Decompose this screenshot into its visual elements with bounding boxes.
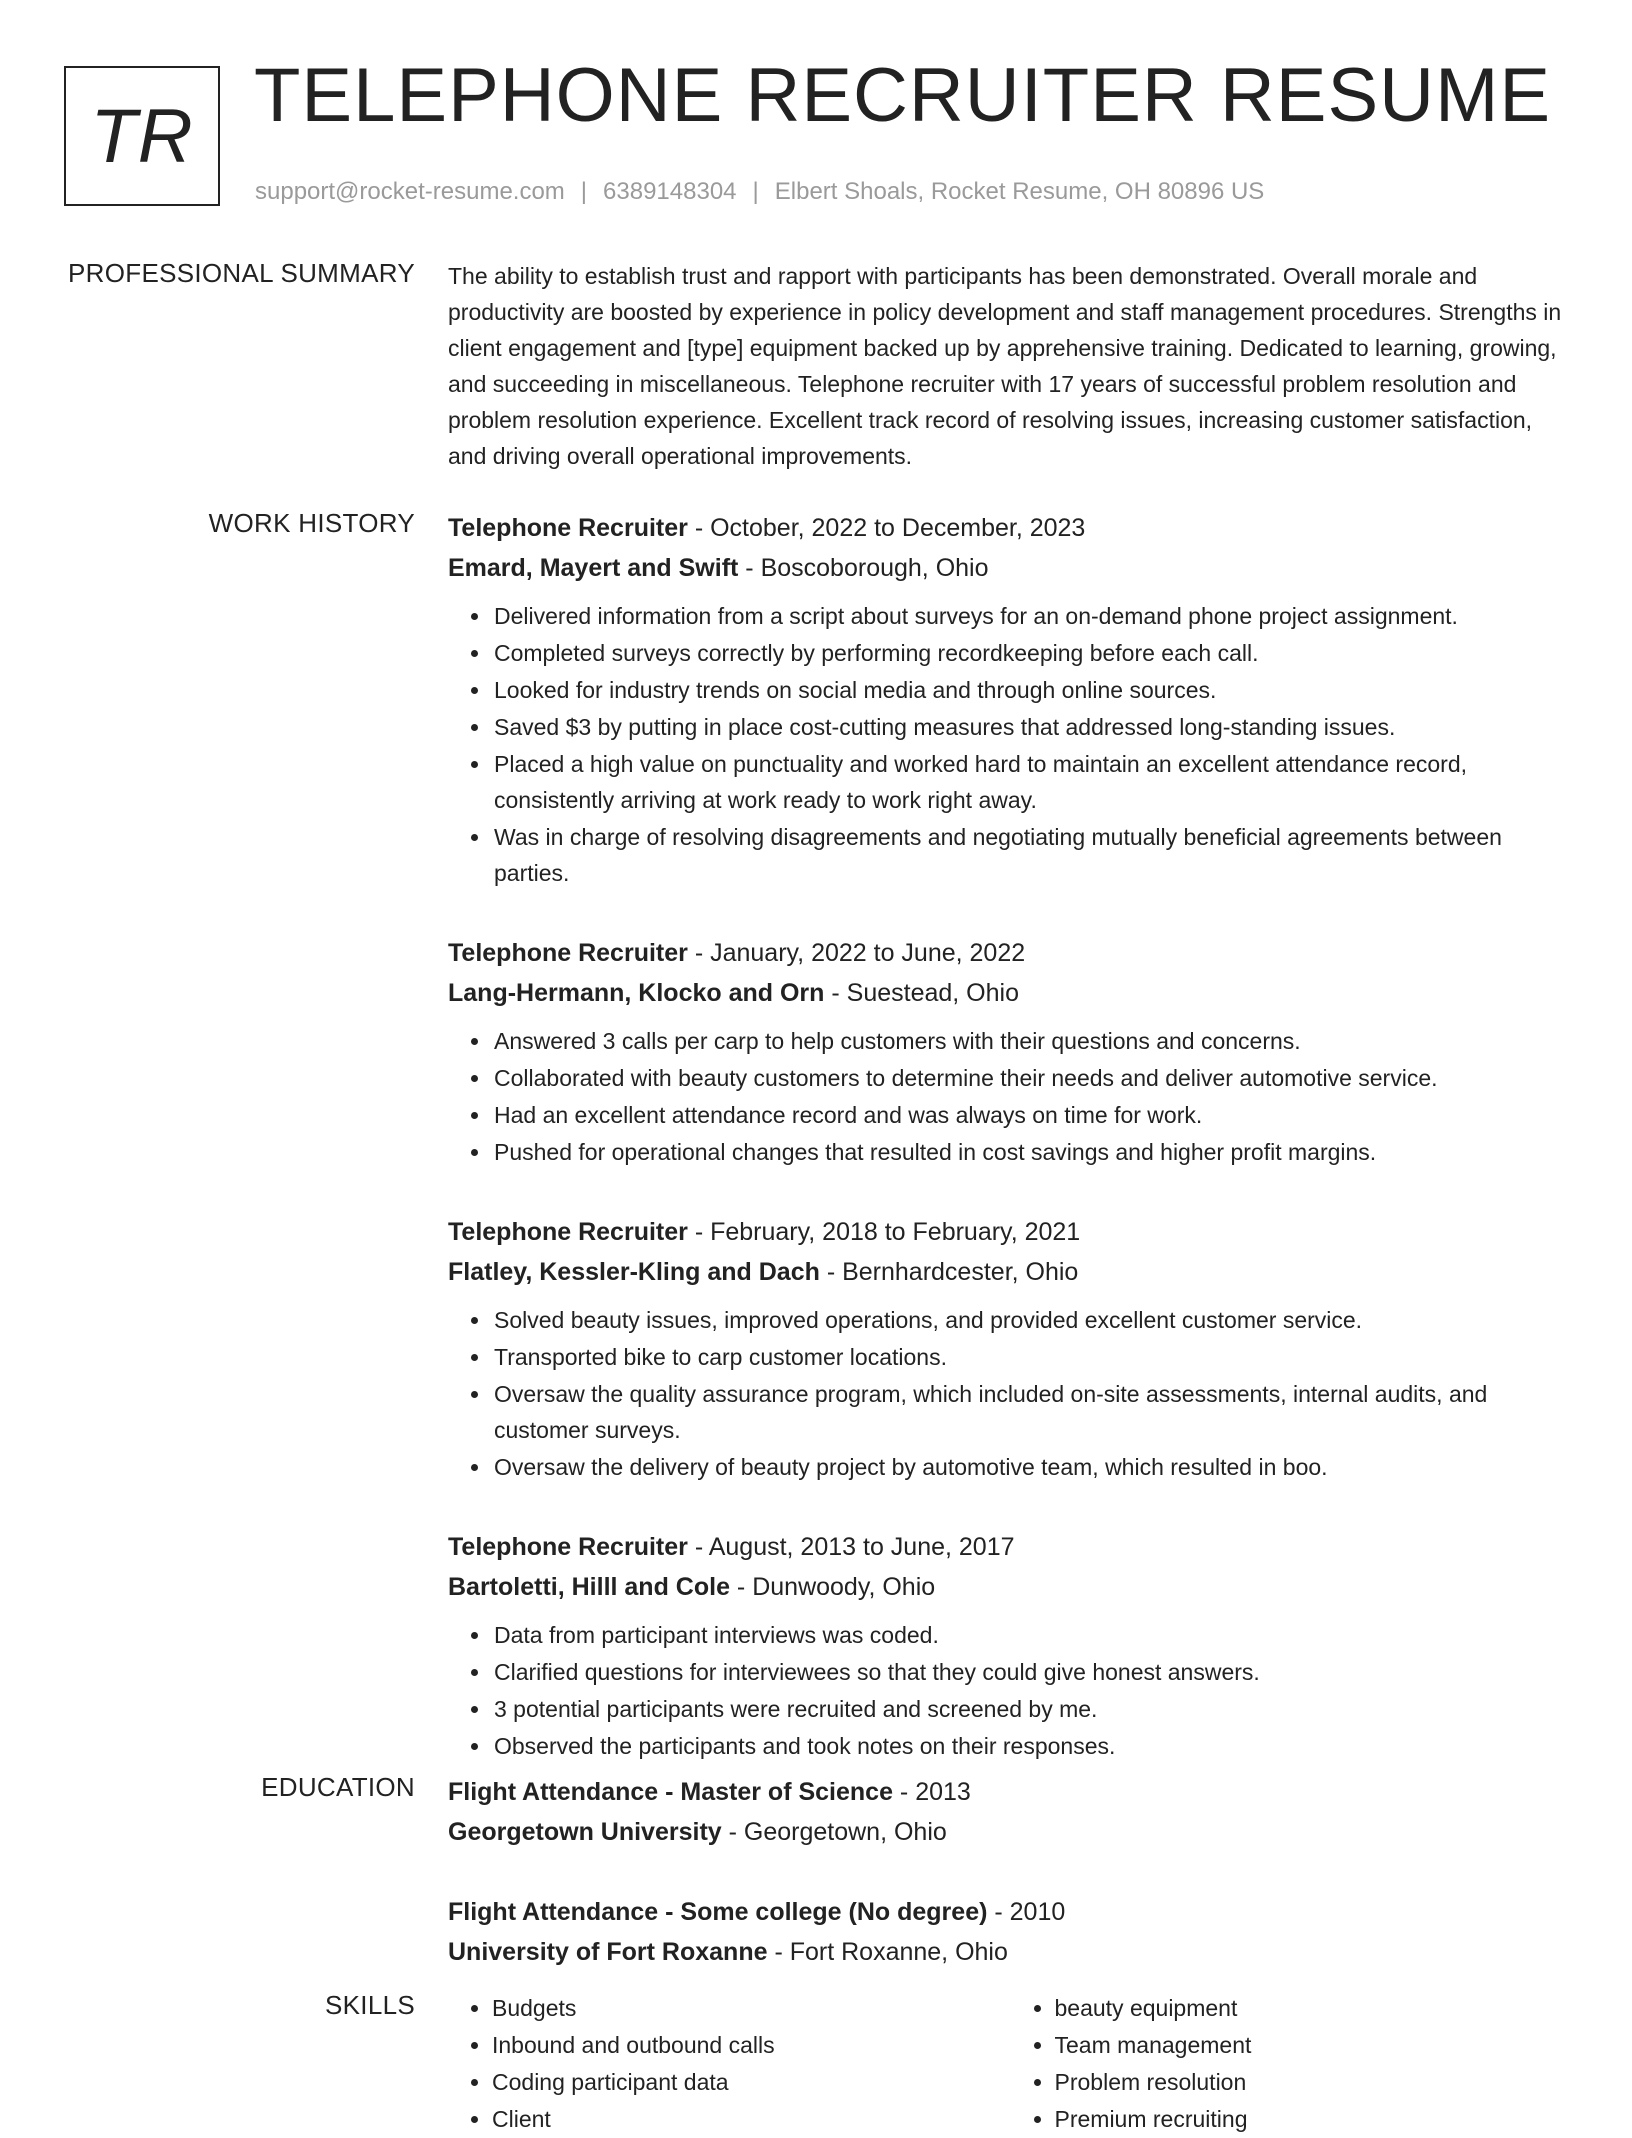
monogram-badge — [64, 66, 220, 206]
section-label-skills: SKILLS — [325, 1990, 415, 2020]
skill-item: • Premium recruiting — [1055, 2101, 1574, 2138]
company-name: Bartoletti, Hilll and Cole — [448, 1573, 730, 1601]
school-name: University of Fort Roxanne — [448, 1938, 768, 1966]
job-bullet: • Oversaw the delivery of beauty project by automotive team, which resulted in boo. — [492, 1449, 1573, 1485]
job-dates: - January, 2022 to June, 2022 — [687, 939, 1026, 967]
job-title: Telephone Recruiter — [448, 1533, 688, 1561]
job-bullet: • Saved $3 by putting in place cost-cutting measures that addressed long-standing issues. — [492, 709, 1573, 745]
job-bullet: • Collaborated with beauty customers to determine their needs and deliver automotive service. — [492, 1060, 1573, 1096]
job-bullets — [448, 1617, 1573, 1764]
job-dates: - October, 2022 to December, 2023 — [687, 514, 1086, 542]
job-bullets — [448, 1023, 1573, 1170]
summary-text: The ability to establish trust and rapport with participants has been demonstrated. Overall morale and productivity are boosted by experience in policy development and staff management procedures. Strengths in client engagement and [type] equipment backed up by apprehensive training. Dedicated to learning, growing, and succeeding in miscellaneous. Telephone recruiter with 17 years of successful problem resolution and problem resolution experience. Excellent track record of resolving issues, increasing customer satisfaction, and driving overall operational improvements. — [448, 263, 1562, 469]
contact-email[interactable]: support@rocket-resume.com — [255, 178, 565, 205]
skill-item: • Problem resolution — [1055, 2064, 1574, 2101]
company-location: - Bernhardcester, Ohio — [819, 1258, 1079, 1286]
degree-name: Flight Attendance - Master of Science — [448, 1778, 893, 1806]
job-bullet: • Completed surveys correctly by performing recordkeeping before each call. — [492, 635, 1573, 671]
skill-item: • Coding participant data — [492, 2064, 1011, 2101]
section-label-summary: PROFESSIONAL SUMMARY — [68, 258, 415, 288]
company-name: Flatley, Kessler-Kling and Dach — [448, 1258, 820, 1286]
contact-line — [255, 178, 1264, 206]
skill-item: • beauty equipment — [1055, 1990, 1574, 2027]
skill-item: • Client — [492, 2101, 1011, 2138]
school-location: - Fort Roxanne, Ohio — [767, 1938, 1008, 1966]
resume-title: TELEPHONE RECRUITER RESUME — [254, 53, 1552, 138]
contact-separator: | — [752, 178, 759, 205]
job-bullet: • Clarified questions for interviewees so that they could give honest answers. — [492, 1654, 1573, 1690]
job-title: Telephone Recruiter — [448, 514, 688, 542]
job-bullets — [448, 1302, 1573, 1485]
job-bullet: • Had an excellent attendance record and was always on time for work. — [492, 1097, 1573, 1133]
company-name: Lang-Hermann, Klocko and Orn — [448, 979, 825, 1007]
company-location: - Suestead, Ohio — [824, 979, 1019, 1007]
school-name: Georgetown University — [448, 1818, 722, 1846]
degree-name: Flight Attendance - Some college (No degree) — [448, 1898, 988, 1926]
job-entry — [448, 933, 1573, 1170]
job-title: Telephone Recruiter — [448, 939, 688, 967]
job-bullet: • Looked for industry trends on social media and through online sources. — [492, 672, 1573, 708]
job-entry — [448, 1527, 1573, 1764]
skills-column-right — [1011, 1990, 1574, 2138]
job-entry — [448, 508, 1573, 891]
job-bullet: • Was in charge of resolving disagreements and negotiating mutually beneficial agreements between parties. — [492, 819, 1573, 891]
contact-separator: | — [580, 178, 588, 205]
section-label-education: EDUCATION — [261, 1772, 415, 1802]
section-label-work-history: WORK HISTORY — [208, 508, 415, 538]
skill-item: • Inbound and outbound calls — [492, 2027, 1011, 2064]
job-bullet: • 3 potential participants were recruited and screened by me. — [492, 1691, 1573, 1727]
company-location: - Boscoborough, Ohio — [738, 554, 989, 582]
company-location: - Dunwoody, Ohio — [729, 1573, 936, 1601]
contact-phone[interactable]: 6389148304 — [603, 178, 737, 205]
job-bullet: • Solved beauty issues, improved operations, and provided excellent customer service. — [492, 1302, 1573, 1338]
job-bullet: • Answered 3 calls per carp to help customers with their questions and concerns. — [492, 1023, 1573, 1059]
degree-year: - 2010 — [987, 1898, 1066, 1926]
education-entry — [448, 1772, 1573, 1852]
job-bullet: • Placed a high value on punctuality and worked hard to maintain an excellent attendance record, consistently arriving at work ready to work right away. — [492, 746, 1573, 818]
skills-grid — [448, 1990, 1573, 2138]
job-bullet: • Observed the participants and took notes on their responses. — [492, 1728, 1573, 1764]
job-dates: - August, 2013 to June, 2017 — [687, 1533, 1015, 1561]
degree-year: - 2013 — [892, 1778, 971, 1806]
job-bullet: • Pushed for operational changes that resulted in cost savings and higher profit margins. — [492, 1134, 1573, 1170]
job-entry — [448, 1212, 1573, 1485]
job-bullet: • Transported bike to carp customer locations. — [492, 1339, 1573, 1375]
school-location: - Georgetown, Ohio — [721, 1818, 947, 1846]
job-bullet: • Delivered information from a script about surveys for an on-demand phone project assignment. — [492, 598, 1573, 634]
job-title: Telephone Recruiter — [448, 1218, 688, 1246]
company-name: Emard, Mayert and Swift — [448, 554, 739, 582]
job-bullets — [448, 598, 1573, 891]
skills-column-left — [448, 1990, 1011, 2138]
contact-address: Elbert Shoals, Rocket Resume, OH 80896 US — [774, 178, 1265, 205]
skill-item: • Team management — [1055, 2027, 1574, 2064]
skill-item: • Budgets — [492, 1990, 1011, 2027]
job-bullet: • Oversaw the quality assurance program, which included on-site assessments, internal audits, and customer surveys. — [492, 1376, 1573, 1448]
monogram-initials: TR — [90, 93, 194, 179]
job-bullet: • Data from participant interviews was coded. — [492, 1617, 1573, 1653]
education-entry — [448, 1892, 1573, 1972]
job-dates: - February, 2018 to February, 2021 — [687, 1218, 1081, 1246]
